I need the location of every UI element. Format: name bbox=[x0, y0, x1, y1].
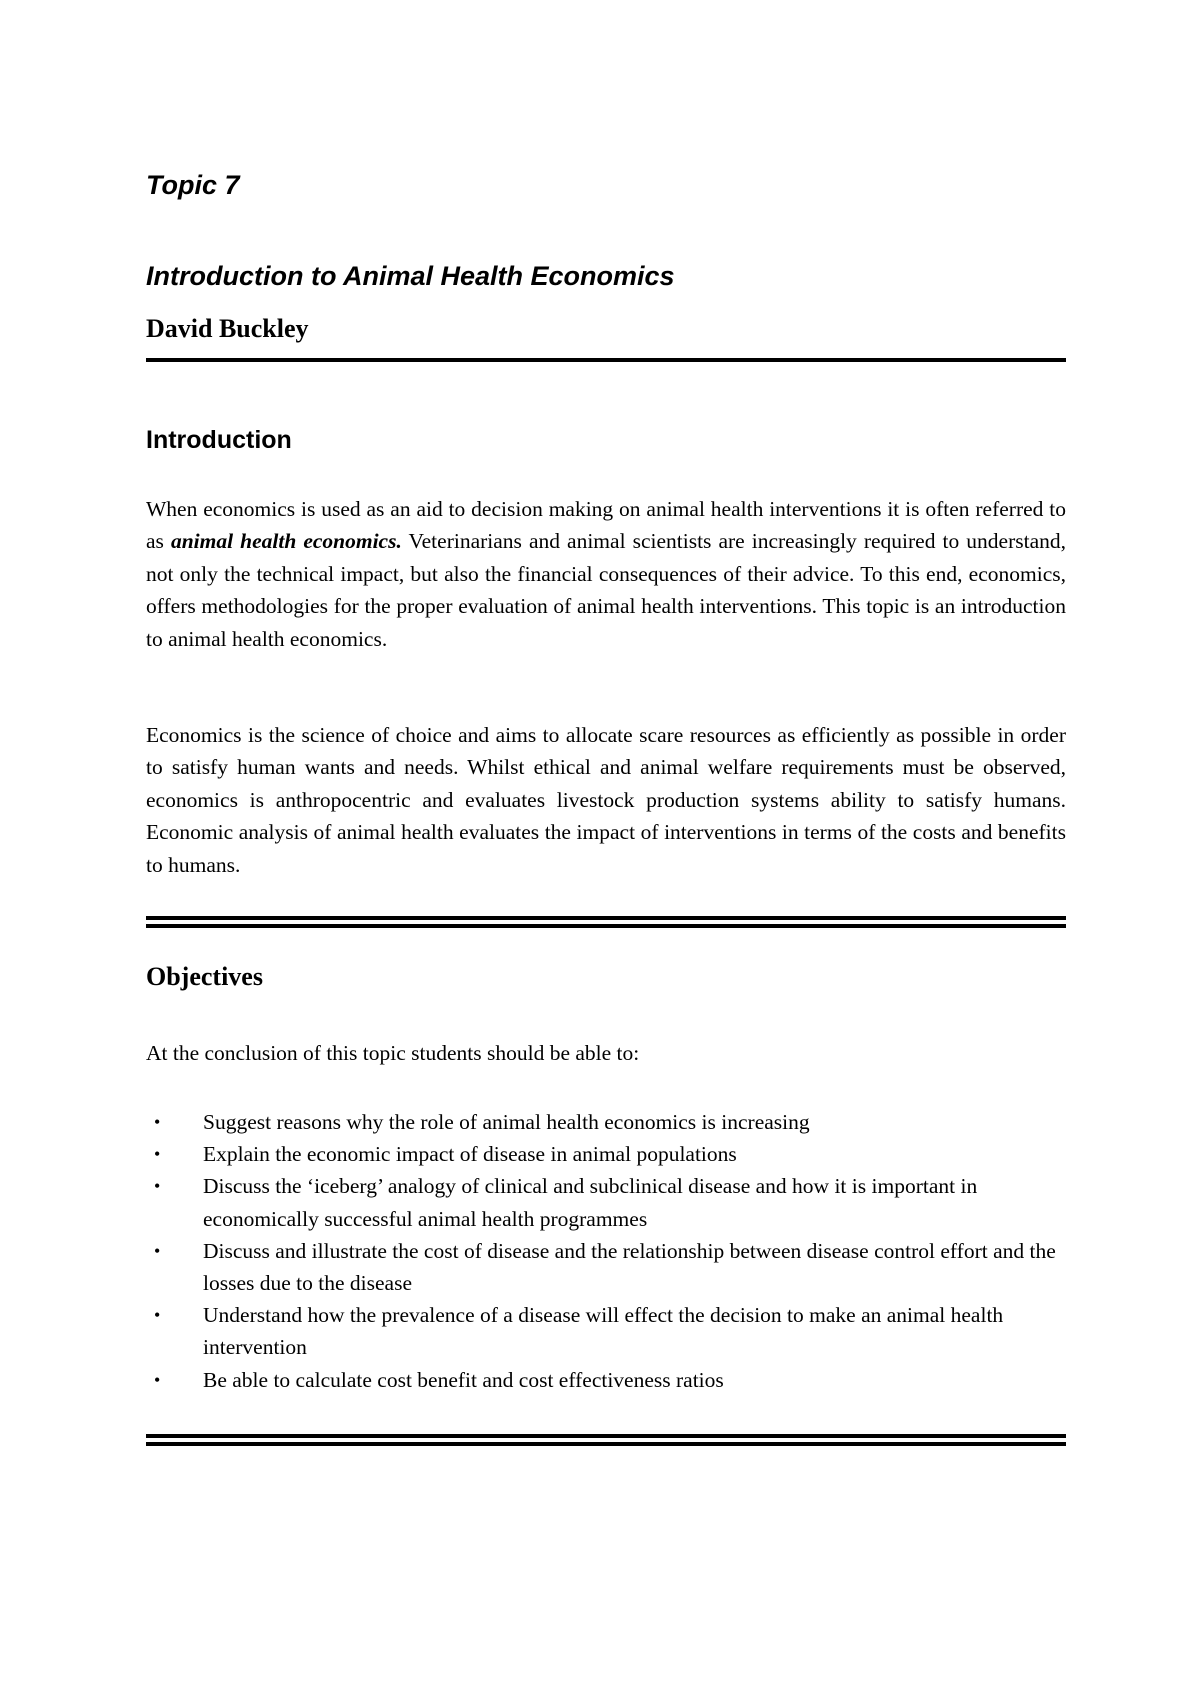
paragraph-text: Veterinarians and animal scientists are increasingly required to understand, not only the technical impact, but also the financial consequences of their advice. To this end, economics, offers methodologies for the proper evaluation of animal health interventions. This topic is an introduction to animal health economics. bbox=[146, 529, 1066, 651]
objectives-lead: At the conclusion of this topic students should be able to: bbox=[146, 1041, 640, 1065]
objective-item bbox=[146, 1299, 1066, 1363]
section-divider bbox=[146, 1434, 1066, 1446]
section-divider bbox=[146, 916, 1066, 928]
paragraph-text: When economics is used as an aid to decision making on animal health interventions it is often referred to as bbox=[146, 497, 1066, 554]
objective-item bbox=[146, 1364, 1066, 1396]
objective-item bbox=[146, 1138, 1066, 1170]
objectives-heading: Objectives bbox=[146, 962, 263, 991]
introduction-paragraph-1 bbox=[146, 493, 1066, 655]
header-divider bbox=[146, 358, 1066, 362]
objective-item bbox=[146, 1235, 1066, 1299]
bullet-icon: • bbox=[154, 1176, 161, 1197]
bullet-icon: • bbox=[154, 1305, 161, 1326]
objective-text: Discuss and illustrate the cost of disease and the relationship between disease control effort and the losses due to the disease bbox=[203, 1238, 1056, 1296]
introduction-heading: Introduction bbox=[146, 426, 292, 454]
objective-item bbox=[146, 1106, 1066, 1138]
bullet-icon: • bbox=[154, 1112, 161, 1132]
bullet-icon: • bbox=[154, 1369, 161, 1390]
objective-text: Suggest reasons why the role of animal health economics is increasing bbox=[203, 1110, 810, 1134]
objective-text: Discuss the ‘iceberg’ analogy of clinical and subclinical disease and how it is important in economically successful animal health programmes bbox=[203, 1174, 978, 1231]
objective-item bbox=[146, 1170, 1066, 1234]
topic-title: Introduction to Animal Health Economics bbox=[146, 261, 675, 291]
objective-text: Be able to calculate cost benefit and cost effectiveness ratios bbox=[203, 1367, 724, 1392]
author-name: David Buckley bbox=[146, 314, 309, 343]
objectives-list bbox=[146, 1106, 1066, 1396]
bullet-icon: • bbox=[154, 1240, 161, 1261]
emphasized-term: animal health economics. bbox=[170, 529, 402, 554]
introduction-paragraph-2: Economics is the science of choice and aims to allocate scare resources as efficiently as possible in order to satisfy human wants and needs. Whilst ethical and animal welfare requirements must be observed, economics is anthropocentric and evaluates livestock production systems ability to satisfy humans. Economic analysis of animal health evaluates the impact of interventions in terms of the costs and benefits to humans. bbox=[146, 723, 1066, 877]
objective-text: Explain the economic impact of disease in animal populations bbox=[203, 1142, 737, 1167]
topic-label: Topic 7 bbox=[146, 170, 240, 200]
bullet-icon: • bbox=[154, 1144, 161, 1165]
objective-text: Understand how the prevalence of a disease will effect the decision to make an animal health intervention bbox=[203, 1303, 1004, 1360]
